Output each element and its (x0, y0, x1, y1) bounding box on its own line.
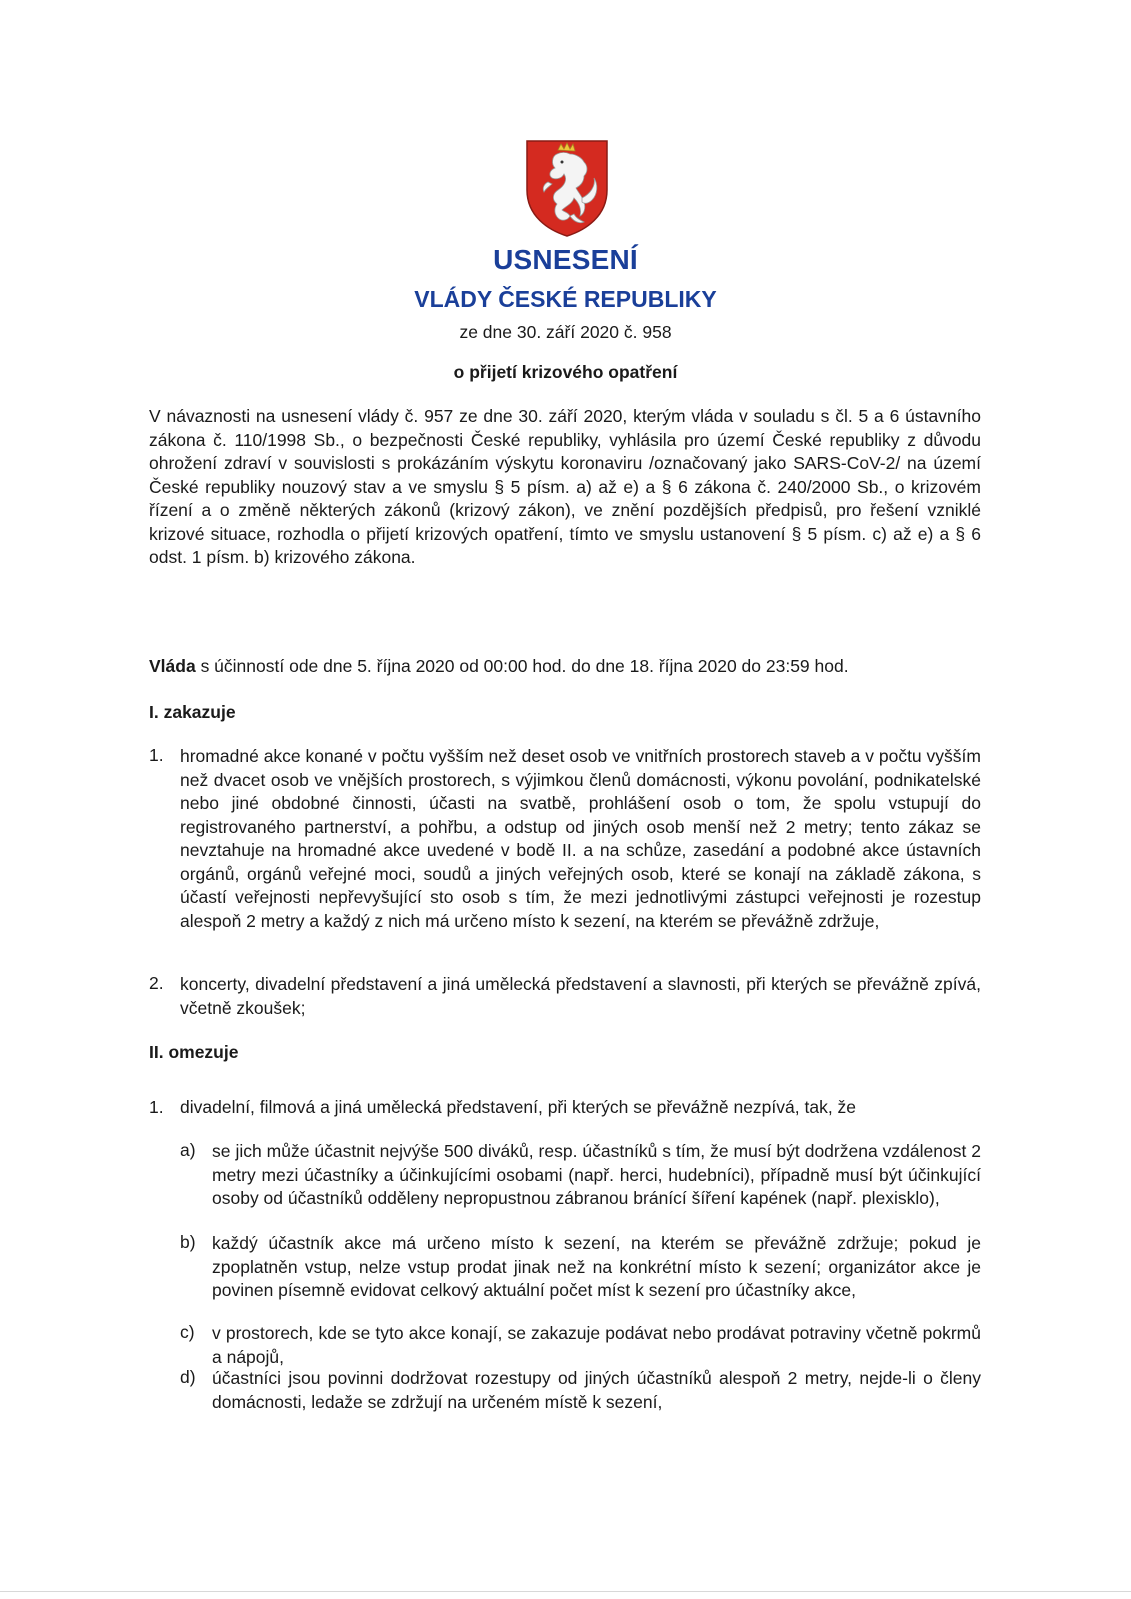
document-date: ze dne 30. září 2020 č. 958 (459, 322, 672, 342)
section-2-heading: II. omezuje (149, 1042, 239, 1062)
effective-period-text: s účinností ode dne 5. října 2020 od 00:00 hod. do dne 18. října 2020 do 23:59 hod. (195, 656, 849, 676)
intro-paragraph: V návaznosti na usnesení vlády č. 957 ze dne 30. září 2020, kterým vláda v souladu s čl. 5 a 6 ústavního zákona č. 110/1998 Sb., o bezpečnosti České republiky, vyhlásila pro území České republiky z důvodu ohrožení zdraví v souvislosti s prokázáním výskytu koronaviru /označovaný jako SARS-CoV-2/ na území České republiky nouzový stav a ve smyslu § 5 písm. a) až e) a § 6 zákona č. 240/2000 Sb., o krizovém řízení a o změně některých zákonů (krizový zákon), ve znění pozdějších předpisů, pro řešení vzniklé krizové situace, rozhodla o přijetí krizových opatření, tímto ve smyslu ustanovení § 5 písm. c) až e) a § 6 odst. 1 písm. b) krizového zákona. (149, 406, 981, 567)
document-subject: o přijetí krizového opatření (453, 362, 678, 382)
document-title: USNESENÍ (493, 244, 638, 275)
subitem-text: se jich může účastnit nejvýše 500 diváků, resp. účastníků s tím, že musí být dodržena vzdálenost 2 metry mezi účastníky a účinkujícími osobami (např. herci, hudebníci), případně musí být účinkující osoby od účastníků odděleny nepropustnou zábranou bránící šíření kapének (např. plexisklo), (212, 1141, 981, 1208)
page-bottom-divider (0, 1591, 1131, 1592)
subitem-text: účastníci jsou povinni dodržovat rozestupy od jiných účastníků alespoň 2 metry, nejde-li o členy domácnosti, ledaže se zdržují na určeném místě k sezení, (212, 1368, 981, 1412)
list-item: divadelní, filmová a jiná umělecká představení, při kterých se převážně nezpívá, tak, že (180, 1097, 857, 1117)
subitem-text: v prostorech, kde se tyto akce konají, se zakazuje podávat nebo prodávat potraviny včetně pokrmů a nápojů, (212, 1323, 981, 1367)
document-issuer: VLÁDY ČESKÉ REPUBLIKY (414, 286, 717, 312)
list-item: hromadné akce konané v počtu vyšším než deset osob ve vnitřních prostorech staveb a v počtu vyšším než dvacet osob ve vnějších prostorech, s výjimkou členů domácnosti, výkonu povolání, podnikatelské nebo jiné obdobné činnosti, účasti na svatbě, prohlášení osob o tom, že spolu vstupují do registrovaného partnerství, a pohřbu, a odstup od jiných osob menší než 2 metry; tento zákaz se nevztahuje na hromadné akce uvedené v bodě II. a na schůze, zasedání a podobné akce ústavních orgánů, orgánů veřejné moci, soudů a jiných veřejných osob, které se konají na základě zákona, s účastí veřejnosti nepřevyšující sto osob s tím, že mezi jednotlivými zástupci veřejnosti je rozestup alespoň 2 metry a každý z nich má určeno místo k sezení, na kterém se převážně zdržuje, (180, 746, 981, 931)
vlada-bold-label: Vláda (149, 656, 196, 676)
subitem-text: každý účastník akce má určeno místo k sezení, na kterém se převážně zdržuje; pokud je zpoplatněn vstup, nelze vstup prodat jinak než na konkrétní místo k sezení; organizátor akce je povinen písemně evidovat celkový aktuální počet míst k sezení pro účastníky akce, (212, 1233, 981, 1300)
list-item-number: 1. (149, 745, 164, 765)
section-1-heading: I. zakazuje (149, 702, 236, 722)
list-item: koncerty, divadelní představení a jiná umělecká představení a slavnosti, při kterých se převážně zpívá, včetně zkoušek; (180, 974, 981, 1018)
subitem-letter: c) (180, 1322, 195, 1342)
czech-lion-coat-of-arms-icon (524, 138, 610, 238)
subitem-letter: b) (180, 1232, 196, 1252)
subitem-letter: d) (180, 1367, 196, 1387)
list-item-number: 1. (149, 1097, 164, 1117)
subitem-letter: a) (180, 1140, 196, 1160)
list-item-number: 2. (149, 973, 164, 993)
effective-period-paragraph (149, 656, 849, 677)
